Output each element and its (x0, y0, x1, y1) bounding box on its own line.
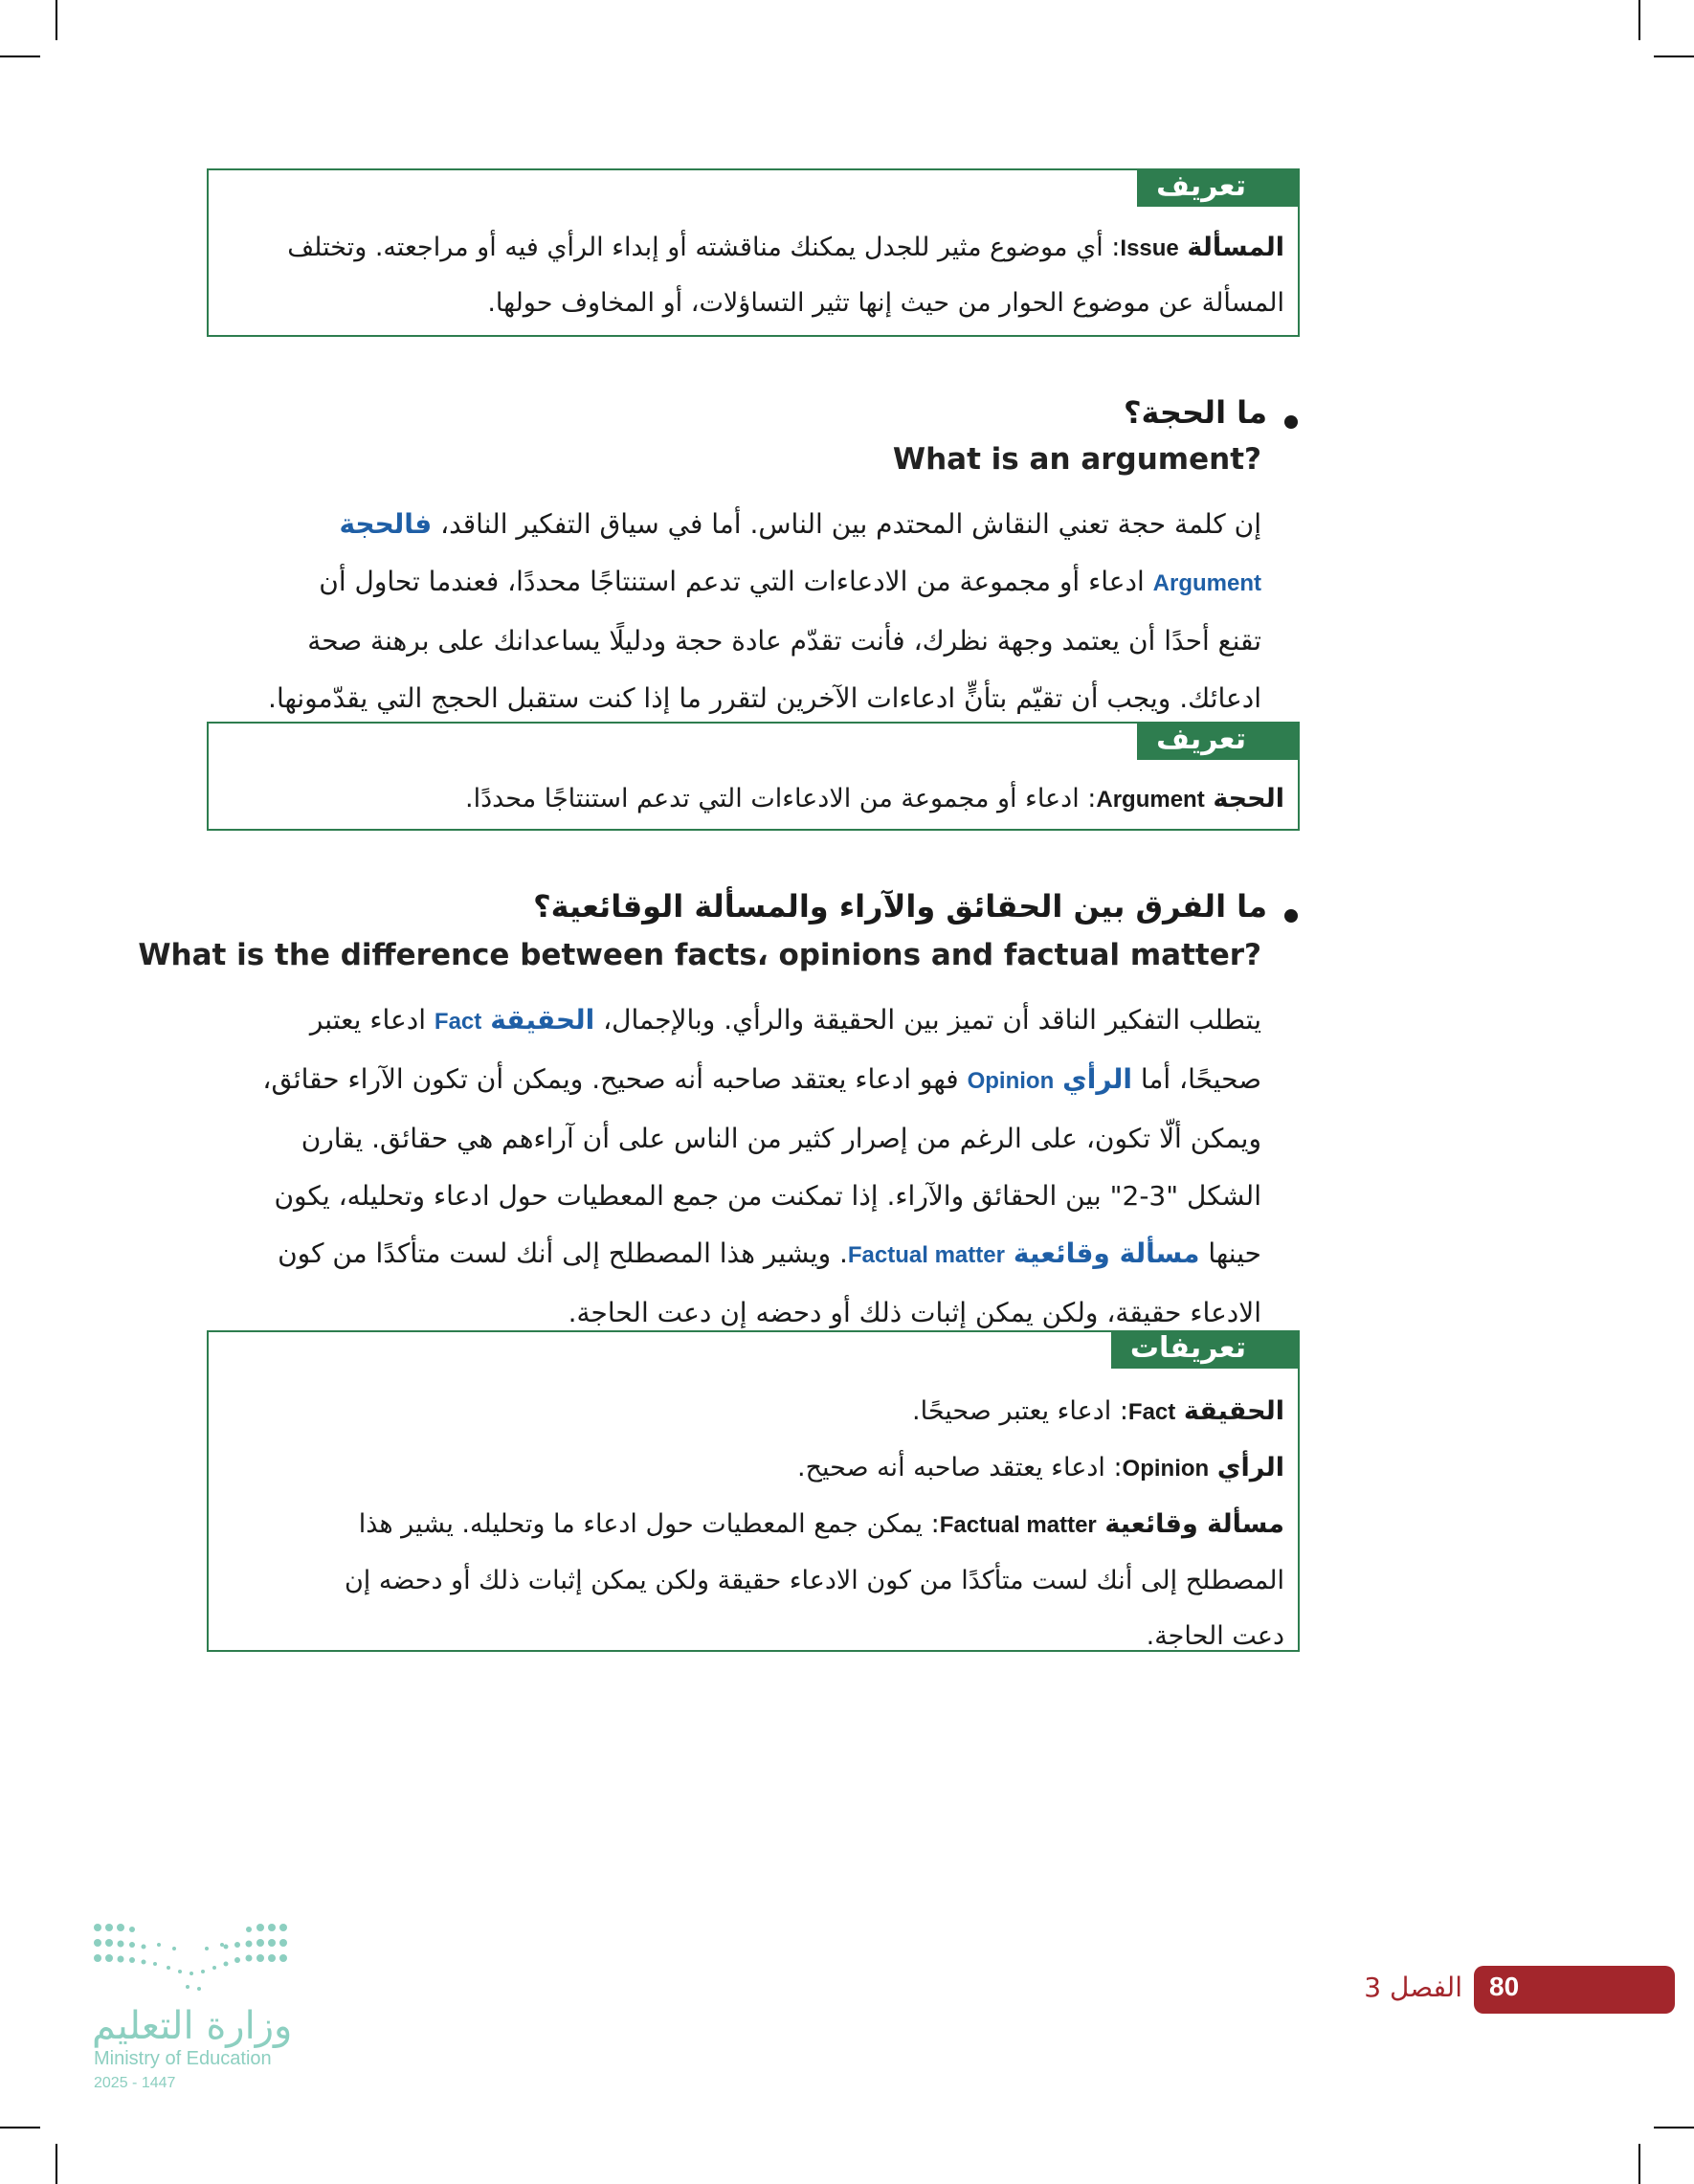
paragraph-argument (207, 496, 1261, 727)
text: صحيحًا، أما (1140, 1063, 1261, 1095)
term-argument-en: Argument (1152, 570, 1261, 596)
crop-mark (1638, 2144, 1640, 2184)
paragraph-line: ادعائك. ويجب أن تقيّم بتأنٍّ ادعاءات الآخرين لتقرر ما إذا كنت ستقبل الحجج التي يقدّمونها. (268, 682, 1261, 714)
text: يتطلب التفكير الناقد أن تميز بين الحقيقة والرأي. وبالإجمال، (603, 1004, 1261, 1036)
section-title-argument-en: What is an argument? (892, 442, 1261, 477)
term-argument: الحجة (1213, 784, 1284, 813)
section-title-argument: ما الحجة؟ (1123, 394, 1267, 431)
definition-tab: تعريف (1137, 168, 1300, 207)
term-opinion-en: Opinion (967, 1068, 1055, 1094)
crop-mark (0, 2127, 40, 2128)
section-title-facts-en: What is the difference between facts، opinions and factual matter? (138, 938, 1261, 972)
text: إن كلمة حجة تعني النقاش المحتدم بين الناس. أما في سياق التفكير الناقد، (440, 508, 1261, 540)
text: فهو ادعاء يعتقد صاحبه أنه صحيح. ويمكن أن تكون الآراء حقائق، (262, 1063, 959, 1095)
page-number: 80 (1489, 1972, 1520, 2001)
term-issue-en: Issue (1120, 235, 1179, 261)
text: : ادعاء يعتقد صاحبه أنه صحيح. (796, 1453, 1123, 1482)
crop-mark (0, 56, 40, 57)
term-fact-en: Fact (1127, 1399, 1176, 1425)
term-opinion: الرأي (1216, 1453, 1284, 1482)
definition-item (222, 1497, 1284, 1553)
term-factual-matter-en: Factual matter (939, 1512, 1097, 1538)
term-opinion: الرأي (1062, 1063, 1132, 1095)
text: ادعاء يعتبر (309, 1004, 427, 1036)
chapter-label: الفصل 3 (1364, 1972, 1462, 2003)
definition-tab: تعريفات (1111, 1330, 1300, 1369)
definition-list (222, 1384, 1284, 1664)
definition-line: : أي موضوع مثير للجدل يمكنك مناقشته أو إبداء الرأي فيه أو مراجعته. وتختلف (287, 233, 1121, 262)
definition-line: دعت الحاجة. (1146, 1621, 1284, 1651)
term-opinion-en: Opinion (1122, 1456, 1210, 1482)
term-fact-en: Fact (434, 1009, 482, 1035)
term-argument-en: Argument (1096, 787, 1205, 813)
paragraph-line: تقنع أحدًا أن يعتمد وجهة نظرك، فأنت تقدّم عادة حجة ودليلًا يساعدانك على برهنة صحة (307, 625, 1261, 657)
definition-text (222, 771, 1284, 828)
text: حينها (1208, 1237, 1261, 1269)
paragraph-line: الشكل "3-2" بين الحقائق والآراء. إذا تمكنت من جمع المعطيات حول ادعاء وتحليله، يكون (274, 1180, 1261, 1212)
section-title-facts: ما الفرق بين الحقائق والآراء والمسألة الوقائعية؟ (533, 888, 1267, 925)
ministry-name-ar: وزارة التعليم (92, 2004, 293, 2048)
term-fact: الحقيقة (490, 1004, 595, 1036)
term-factual-matter: مسألة وقائعية (1013, 1237, 1200, 1269)
definition-text (222, 220, 1284, 277)
term-issue: المسألة (1187, 233, 1284, 262)
crop-mark (1654, 56, 1694, 57)
definition-item (222, 1440, 1284, 1497)
crop-mark (1654, 2127, 1694, 2128)
definition-box-facts (207, 1330, 1300, 1652)
definition-line-2: المسألة عن موضوع الحوار من حيث إنها تثير التساؤلات، أو المخاوف حولها. (487, 288, 1284, 318)
definition-box-argument (207, 722, 1300, 831)
paragraph-line (207, 992, 1261, 1051)
text: : يمكن جمع المعطيات حول ادعاء ما وتحليله. يشير هذا (358, 1509, 940, 1539)
definition-box-issue (207, 168, 1300, 337)
ministry-year: 2025 - 1447 (94, 2075, 176, 2091)
crop-mark (56, 2144, 57, 2184)
definition-line: المصطلح إلى أنك لست متأكدًا من كون الادعاء حقيقة ولكن يمكن إثبات ذلك أو دحضه إن (344, 1566, 1284, 1595)
text: : ادعاء يعتبر صحيحًا. (912, 1396, 1128, 1426)
crop-mark (1638, 0, 1640, 40)
ministry-name-en: Ministry of Education (94, 2048, 272, 2069)
bullet (1284, 415, 1298, 429)
paragraph-line (207, 496, 1261, 553)
paragraph-line: ويمكن ألّا تكون، على الرغم من إصرار كثير من الناس على أن آراءهم هي حقائق. يقارن (301, 1123, 1261, 1154)
definition-item (222, 1384, 1284, 1440)
crop-mark (56, 0, 57, 40)
bullet (1284, 909, 1298, 923)
text: . ويشير هذا المصطلح إلى أنك لست متأكدًا من كون (278, 1237, 848, 1269)
term-factual-matter: مسألة وقائعية (1104, 1509, 1284, 1539)
term-fact: الحقيقة (1183, 1396, 1284, 1426)
text: ادعاء أو مجموعة من الادعاءات التي تدعم استنتاجًا محددًا، فعندما تحاول أن (319, 566, 1145, 597)
paragraph-line (207, 1225, 1261, 1284)
term-factual-matter-en: Factual matter (847, 1242, 1005, 1268)
paragraph-line: الادعاء حقيقة، ولكن يمكن إثبات ذلك أو دحضه إن دعت الحاجة. (568, 1297, 1261, 1328)
paragraph-facts (207, 992, 1261, 1342)
term-argument: فالحجة (339, 508, 433, 540)
definition-text: : ادعاء أو مجموعة من الادعاءات التي تدعم استنتاجًا محددًا. (464, 784, 1097, 813)
ministry-logo-dots-icon (92, 1918, 302, 2000)
definition-tab: تعريف (1137, 722, 1300, 760)
paragraph-line (207, 1051, 1261, 1110)
paragraph-line (207, 553, 1261, 613)
